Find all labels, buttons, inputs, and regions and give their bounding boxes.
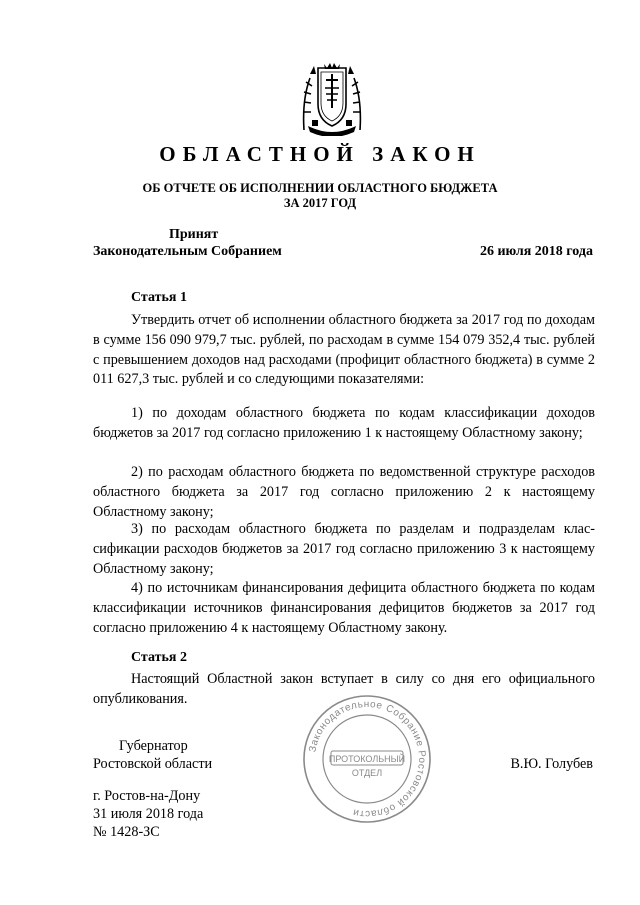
law-title: ОБЛАСТНОЙ ЗАКОН [159,142,481,166]
article-1-item-2: 2) по расходам областного бюджета по ведомственной структуре расходов областного бюджета за 2017 год согласно приложению 2 к настоящему Областному закону; [93,464,595,520]
signing-date: 31 июля 2018 года [93,806,204,822]
adopted-label: Принят [169,227,219,242]
article-1-heading: Статья 1 [131,290,187,305]
signatory-name: В.Ю. Голубев [510,756,593,772]
article-1-item-4: 4) по источникам финансирования дефицита областного бюджета по кодам классификации источников финансирования дефицитов бюджетов за 2017 год согласно приложению 4 к настоящему Областному закону. [93,580,595,636]
law-number: № 1428-ЗС [93,824,160,840]
coat-of-arms-emblem [298,60,366,136]
article-1-intro: Утвердить отчет об исполнении областного бюджета за 2017 год по доходам в сумме 156 090 979,7 тыс. рублей, по расходам в сумме 154 079 352,4 тыс. рублей с превышением доходов над расходами (профицит областного бюджета) в сумме 2 011 627,3 тыс. рублей и со следующими показателями: [93,312,595,388]
stamp-center-line2: ОТДЕЛ [351,768,383,778]
signatory-title: Губернатор [119,738,188,754]
law-subtitle-line1: ОБ ОТЧЕТЕ ОБ ИСПОЛНЕНИИ ОБЛАСТНОГО БЮДЖЕТА [142,181,498,195]
adoption-date: 26 июля 2018 года [479,244,593,259]
article-1-item-3: 3) по расходам областного бюджета по разделам и подразделам классификации расходов бюджетов за 2017 год согласно приложению 3 к настоящему Областному закону; [93,521,595,577]
article-1-item-1: 1) по доходам областного бюджета по кодам классификации доходов бюджетов за 2017 год согласно приложению 1 к настоящему Областному закону; [93,405,595,441]
stamp-ring-text: Законодательное Собрание Ростовской области [307,698,428,820]
law-subtitle [0,181,640,211]
signing-place: г. Ростов-на-Дону [93,788,201,804]
article-2-text: Настоящий Областной закон вступает в силу со дня его официального опубликования. [93,671,595,707]
law-subtitle-line2: ЗА 2017 ГОД [283,196,357,210]
signatory-region: Ростовской области [93,756,213,772]
adopted-by-assembly: Законодательным Собранием [93,244,282,259]
article-2-heading: Статья 2 [131,650,187,665]
stamp-center-line1: ПРОТОКОЛЬНЫЙ [328,754,406,764]
protocol-department-stamp [300,692,434,826]
